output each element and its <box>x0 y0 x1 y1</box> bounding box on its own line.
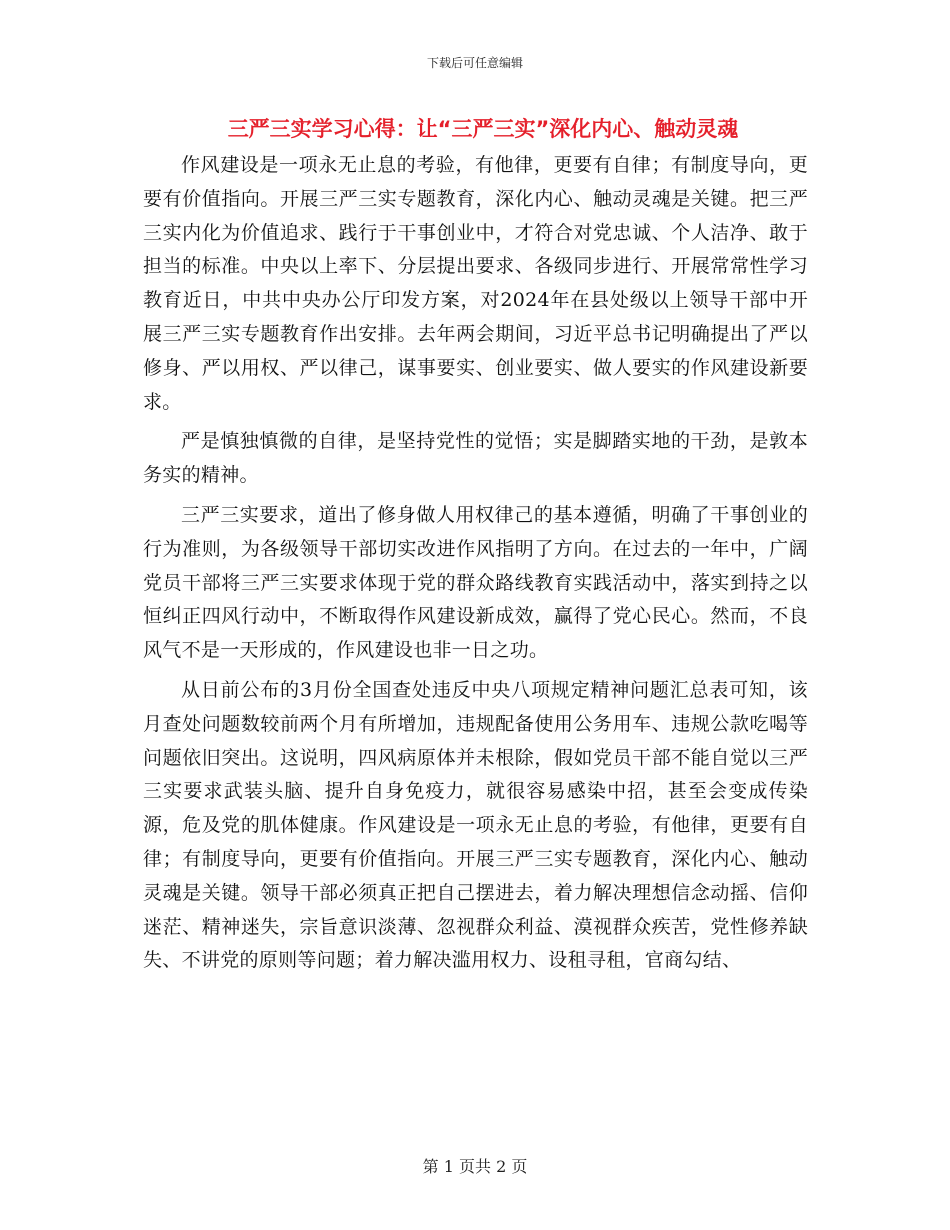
document-body <box>143 149 808 984</box>
document-title: 三严三实学习心得：让“三严三实”深化内心、触动灵魂 <box>227 117 739 141</box>
page-footer: 第 1 页共 2 页 <box>422 1157 528 1176</box>
paragraph-1: 作风建设是一项永无止息的考验，有他律，更要有自律；有制度导向，更要有价值指向。开展三严三实专题教育，深化内心、触动灵魂是关键。把三严三实内化为价值追求、践行于干事创业中，才符合对党忠诚、个人洁净、敢于担当的标准。中央以上率下、分层提出要求、各级同步进行、开展常常性学习教育近日，中共中央办公厅印发方案，对2024年在县处级以上领导干部中开展三严三实专题教育作出安排。去年两会期间，习近平总书记明确提出了严以修身、严以用权、严以律己，谋事要实、创业要实、做人要实的作风建设新要求。 <box>143 154 808 413</box>
paragraph-4: 从日前公布的3月份全国查处违反中央八项规定精神问题汇总表可知，该月查处问题数较前两个月有所增加，违规配备使用公务用车、违规公款吃喝等问题依旧突出。这说明，四风病原体并未根除，假如党员干部不能自觉以三严三实要求武装头脑、提升自身免疫力，就很容易感染中招，甚至会变成传染源，危及党的肌体健康。作风建设是一项永无止息的考验，有他律，更要有自律；有制度导向，更要有价值指向。开展三严三实专题教育，深化内心、触动灵魂是关键。领导干部必须真正把自己摆进去，着力解决理想信念动摇、信仰迷茫、精神迷失，宗旨意识淡薄、忽视群众利益、漠视群众疾苦，党性修养缺失、不讲党的原则等问题；着力解决滥用权力、设租寻租，官商勾结、 <box>143 678 808 972</box>
paragraph-3: 三严三实要求，道出了修身做人用权律己的基本遵循，明确了干事创业的行为准则，为各级领导干部切实改进作风指明了方向。在过去的一年中，广阔党员干部将三严三实要求体现于党的群众路线教育实践活动中，落实到持之以恒纠正四风行动中，不断取得作风建设新成效，赢得了党心民心。然而，不良风气不是一天形成的，作风建设也非一日之功。 <box>143 503 808 662</box>
header-note: 下载后可任意编辑 <box>426 56 523 70</box>
paragraph-2: 严是慎独慎微的自律，是坚持党性的觉悟；实是脚踏实地的干劲，是敦本务实的精神。 <box>143 430 808 487</box>
